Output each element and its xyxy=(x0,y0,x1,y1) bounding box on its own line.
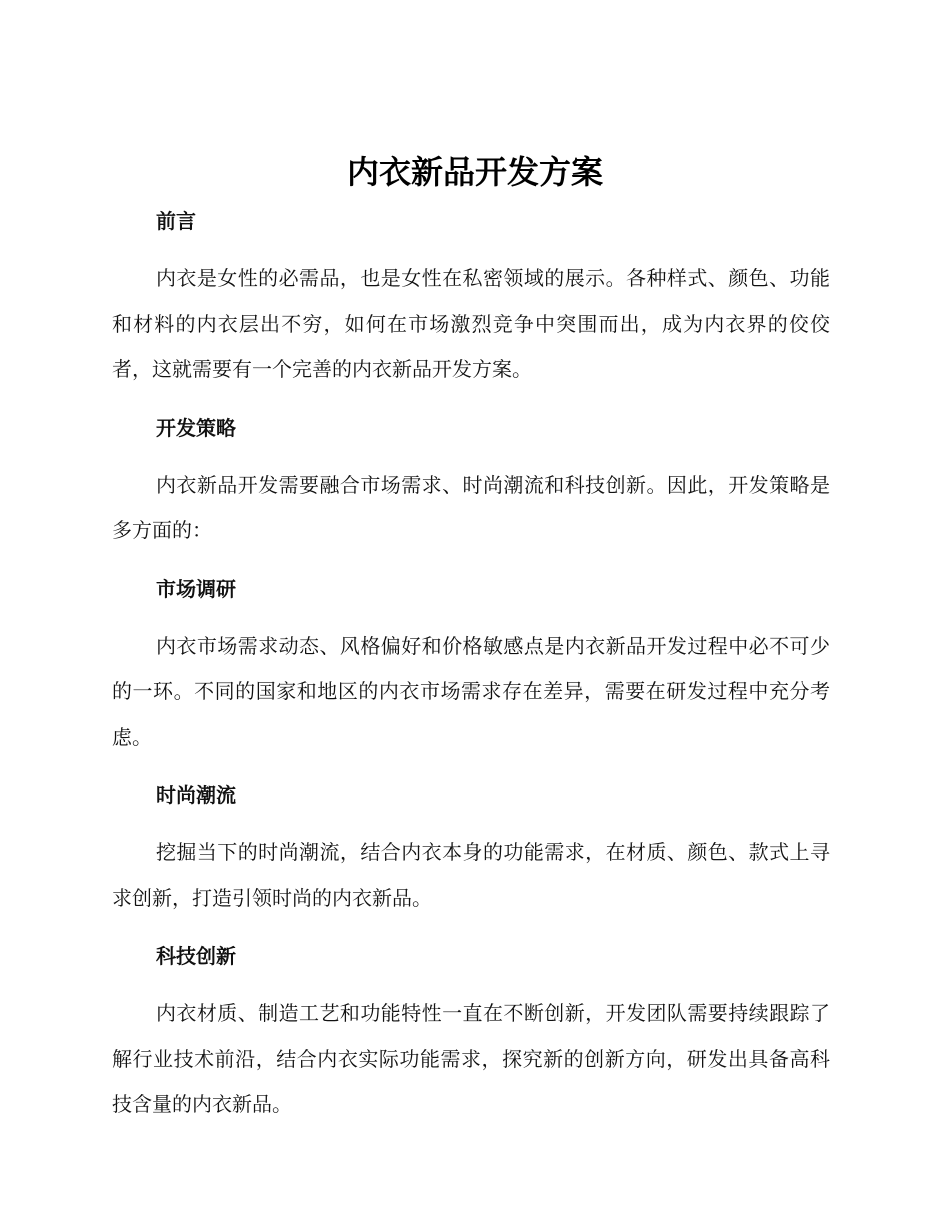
section-preface xyxy=(112,198,830,405)
section-market-research xyxy=(112,566,830,773)
section-heading: 前言 xyxy=(156,209,196,233)
section-heading: 开发策略 xyxy=(156,415,236,440)
document-body xyxy=(112,198,830,1128)
section-fashion-trends xyxy=(112,772,830,933)
section-heading: 科技创新 xyxy=(156,944,236,968)
section-heading: 时尚潮流 xyxy=(156,783,236,807)
section-tech-innovation xyxy=(112,933,830,1128)
section-heading: 市场调研 xyxy=(156,576,236,601)
section-paragraph: 内衣材质、制造工艺和功能特性一直在不断创新，开发团队需要持续跟踪了解行业技术前沿，结合内衣实际功能需求，探究新的创新方向，研发出具备高科技含量的内衣新品。 xyxy=(112,1001,830,1116)
section-development-strategy xyxy=(112,405,830,566)
document-title: 内衣新品开发方案 xyxy=(346,153,603,191)
section-paragraph: 挖掘当下的时尚潮流，结合内衣本身的功能需求，在材质、颜色、款式上寻求创新，打造引领时尚的内衣新品。 xyxy=(112,840,830,910)
section-paragraph: 内衣是女性的必需品，也是女性在私密领域的展示。各种样式、颜色、功能和材料的内衣层出不穷，如何在市场激烈竞争中突围而出，成为内衣界的佼佼者，这就需要有一个完善的内衣新品开发方案。 xyxy=(112,266,830,381)
section-paragraph: 内衣新品开发需要融合市场需求、时尚潮流和科技创新。因此，开发策略是多方面的： xyxy=(112,472,830,542)
section-paragraph: 内衣市场需求动态、风格偏好和价格敏感点是内衣新品开发过程中必不可少的一环。不同的国家和地区的内衣市场需求存在差异，需要在研发过程中充分考虑。 xyxy=(112,633,830,749)
